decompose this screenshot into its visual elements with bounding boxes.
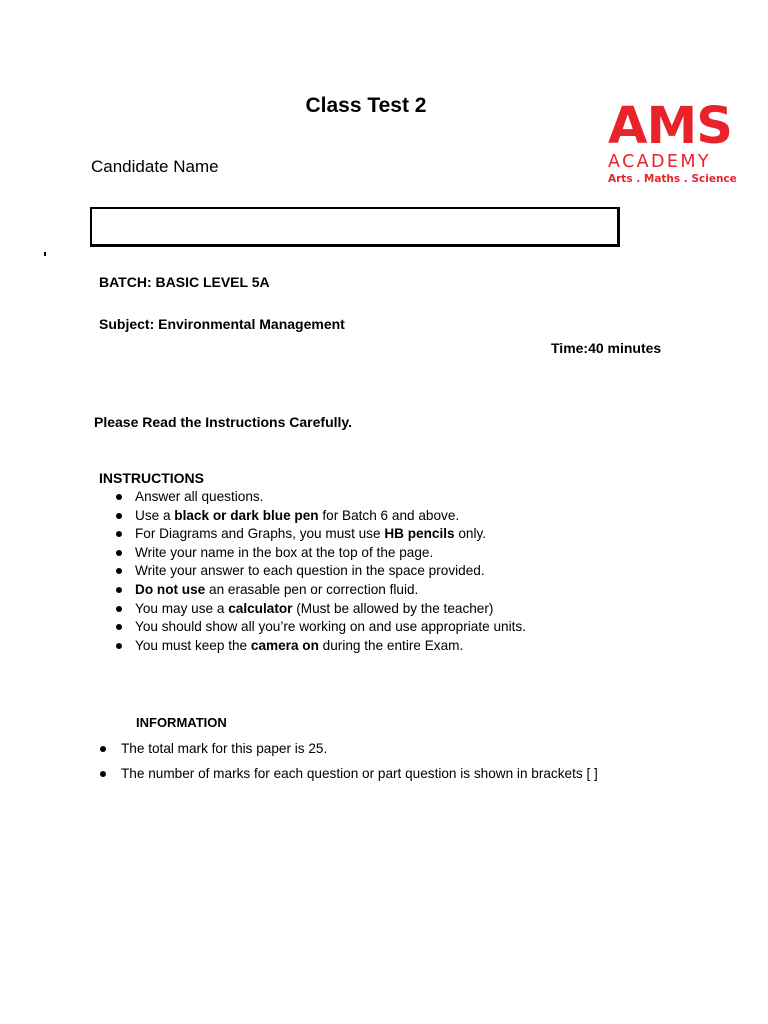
instruction-item: Answer all questions. <box>116 489 526 508</box>
instruction-item: You must keep the camera on during the entire Exam. <box>116 638 526 657</box>
logo-tagline: Arts . Maths . Science <box>608 173 737 185</box>
candidate-name-box <box>90 207 620 247</box>
batch-line: BATCH: BASIC LEVEL 5A <box>99 274 270 290</box>
instruction-item: Write your answer to each question in the space provided. <box>116 563 526 582</box>
ams-academy-logo <box>608 97 737 186</box>
instructions-heading: INSTRUCTIONS <box>99 470 204 486</box>
subject-line: Subject: Environmental Management <box>99 316 345 332</box>
time-line: Time:40 minutes <box>551 340 662 356</box>
logo-academy-text: ACADEMY <box>608 152 711 172</box>
information-list <box>100 741 598 791</box>
information-item: The number of marks for each question or part question is shown in brackets [ ] <box>100 766 598 791</box>
instruction-item: Do not use an erasable pen or correction fluid. <box>116 582 526 601</box>
instruction-item: You should show all you’re working on and use appropriate units. <box>116 619 526 638</box>
instruction-item: For Diagrams and Graphs, you must use HB pencils only. <box>116 526 526 545</box>
instruction-item: You may use a calculator (Must be allowed by the teacher) <box>116 601 526 620</box>
page-title: Class Test 2 <box>305 94 427 117</box>
instructions-list <box>116 489 526 656</box>
candidate-name-label: Candidate Name <box>91 157 219 176</box>
read-instructions-notice: Please Read the Instructions Carefully. <box>94 414 353 430</box>
information-item: The total mark for this paper is 25. <box>100 741 598 766</box>
instruction-item: Use a black or dark blue pen for Batch 6 and above. <box>116 508 526 527</box>
stray-mark <box>44 252 46 256</box>
information-heading: INFORMATION <box>136 715 227 730</box>
instruction-item: Write your name in the box at the top of the page. <box>116 545 526 564</box>
logo-ams-text: AMS <box>608 97 732 156</box>
